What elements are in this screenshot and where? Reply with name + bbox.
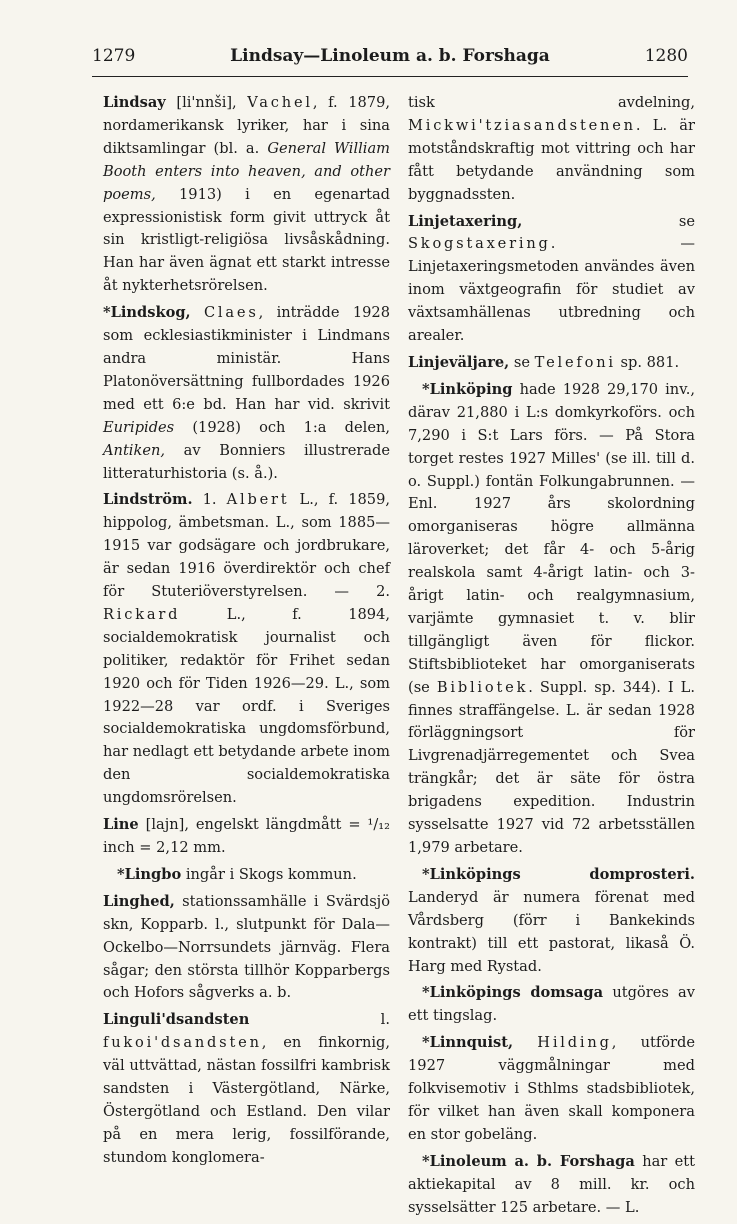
page-number-right: 1280 [644, 46, 688, 66]
entry-linkopings-domprosteri: *Linköpings domprosteri. Landeryd är numera förenat med Vårdsberg (förr i Bankekinds kontrakt) till ett pastorat, likaså Ö. Harg med Rystad. [408, 865, 695, 975]
header-rule [92, 76, 688, 77]
running-title: Lindsay—Linoleum a. b. Forshaga [230, 46, 550, 66]
entry-linkoping: *Linköping hade 1928 29,170 inv., därav 21,880 i L:s domkyrkoförs. och 7,290 i S:t Lars förs. — På Stora torget restes 1927 Milles' (se ill. till d. o. Suppl.) fontän Folkungabrunnen. — Enl. 1927 års skolordning omorganiseras högre allmänna läroverket; det får 4- och 5-årig realskola samt 4-årigt latin- och 3-årigt latin- och realgymnasium, varjämte gymnasiet t. v. blir tillgängligt även för flickor. Stiftsbiblioteket har omorganiserats (se Bibliotek. Suppl. sp. 344). I L. finnes straffängelse. L. är sedan 1928 förläggningsort för Livgrenadjärregementet och Svea trängkår; det är säte för östra brigadens expedition. Industrin sysselsatte 1927 vid 72 arbetsställen 1,979 arbetare. [408, 380, 695, 856]
entry-lindstrom: Lindström. 1. Albert L., f. 1859, hippolog, ämbetsman. L., som 1885—1915 var godsägare och jordbrukare, är sedan 1916 överdirektör och chef för Stuteriöverstyrelsen. — 2. Rickard L., f. 1894, socialdemokratisk journalist och politiker, redaktör för Frihet sedan 1920 och för Tiden 1926—29. L., som 1922—28 var ordf. i Sveriges socialdemokratiska ungdomsförbund, har nedlagt ett betydande arbete inom den socialdemokratiska ungdomsrörelsen. [103, 491, 391, 807]
page-header [92, 46, 688, 76]
page-number-left: 1279 [92, 46, 136, 66]
entry-lindskog: *Lindskog, Claes, inträdde 1928 som ecklesiastikminister i Lindmans andra ministär. Hans Platonöversättning fullbordades 1926 med ett 6:e bd. Han har vid. skrivit Euripides (1928) och 1:a delen, Antiken, av Bonniers illustrerade litteraturhistoria (s. å.). [103, 304, 390, 482]
entry-linnquist: *Linnquist, Hilding, utförde 1927 väggmålningar med folkvisemotiv i Sthlms stadsbibliotek, för vilket han även skall komponera en stor gobeläng. [408, 1034, 695, 1143]
entry-lingbo: *Lingbo ingår i Skogs kommun. [117, 865, 357, 883]
entry-linjetaxering: Linjetaxering, se Skogstaxering. — Linjetaxeringsmetoden användes även inom växtgeografin för studiet av växtsamhällenas utbredning och arealer. [408, 212, 695, 345]
entry-linkopings-domsaga: *Linköpings domsaga utgöres av ett tingslag. [408, 984, 696, 1025]
right-column [408, 92, 695, 1224]
entry-linjevaljare: Linjeväljare, se Telefoni sp. 881. [408, 353, 680, 371]
entry-linoleum-forshaga: *Linoleum a. b. Forshaga har ett aktiekapital av 8 mill. kr. och sysselsätter 125 arbetare. — L. [408, 1152, 695, 1216]
entry-linghed: Linghed, stationssamhälle i Svärdsjö skn, Kopparb. l., slutpunkt för Dala—Ockelbo—Norrsundets järnväg. Flera sågar; den största tillhör Kopparbergs och Hofors sågverks a. b. [103, 892, 390, 1002]
entry-lindsay: Lindsay [li'nnši], Vachel, f. 1879, nordamerikansk lyriker, har i sina diktsamlingar (bl. a. General William Booth enters into heaven, and other poems, 1913) i en egenartad expressionistisk form givit uttryck åt sin kristligt-religiösa livsåskådning. Han har även ägnat ett starkt intresse åt nykterhetsrörelsen. [103, 94, 390, 295]
entry-continuation: tisk avdelning, Mickwi'tziasandstenen. L. är motståndskraftig mot vittring och har fått betydande användning som byggnadssten. [408, 94, 695, 203]
entry-lingulidsandsten: Linguli'dsandsten l. fukoi'dsandsten, en finkornig, väl uttvättad, nästan fossilfri kambrisk sandsten i Västergötland, Närke, Östergötland och Estland. Den vilar på en mera lerig, fossilförande, stundom konglomera- [103, 1011, 390, 1166]
entry-line: Line [lajn], engelskt längdmått = ¹/₁₂ inch = 2,12 mm. [103, 816, 390, 856]
left-column [103, 92, 390, 1174]
